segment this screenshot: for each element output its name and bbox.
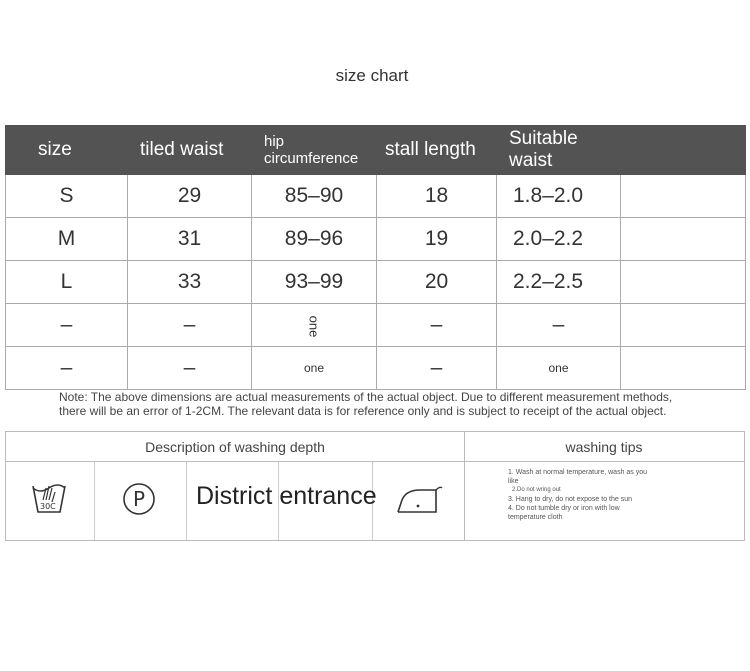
cell-suitable-waist: – [497, 304, 621, 347]
header-empty [621, 126, 746, 175]
cell-hip: 89–96 [252, 218, 377, 261]
hand-wash-30-icon [30, 478, 68, 518]
cell-extra [621, 347, 746, 390]
tip-item: 1. Wash at normal temperature, wash as you like [508, 469, 648, 485]
washing-description-header: Description of washing depth [6, 432, 464, 462]
tip-item: 3. Hang to dry, do not expose to the sun [508, 496, 633, 503]
district-entrance-text: District entrance [196, 482, 377, 510]
table-row [6, 347, 746, 390]
cell-suitable-waist: 2.2–2.5 [497, 261, 621, 304]
iron-icon [396, 482, 444, 516]
cell-tiled-waist: 33 [128, 261, 252, 304]
cell-suitable-waist: 2.0–2.2 [497, 218, 621, 261]
cell-tiled-waist: 29 [128, 175, 252, 218]
header-hip-circumference [252, 126, 377, 175]
cell-extra [621, 304, 746, 347]
dry-clean-letter: P [133, 487, 146, 511]
cell-size: – [6, 304, 128, 347]
tip-item: 4. Do not tumble dry or iron with low temperature cloth [508, 505, 620, 521]
measurement-note: Note: The above dimensions are actual measurements of the actual object. Due to different measurement methods, there will be an error of 1-2CM. The relevant data is for reference only and is subject to receipt of the actual object. [59, 390, 673, 418]
cell-tiled-waist: – [128, 347, 252, 390]
table-row [6, 218, 746, 261]
washing-tips-list [508, 468, 648, 522]
washing-tips-header: washing tips [464, 432, 744, 462]
cell-hip: 85–90 [252, 175, 377, 218]
size-table [5, 125, 746, 390]
header-stall-length: stall length [377, 126, 497, 175]
cell-size: M [6, 218, 128, 261]
cell-size: S [6, 175, 128, 218]
header-tiled-waist: tiled waist [128, 126, 252, 175]
cell-hip [252, 304, 377, 347]
cell-stall-length: 18 [377, 175, 497, 218]
divider [464, 432, 465, 540]
cell-stall-length: 19 [377, 218, 497, 261]
cell-suitable-waist: 1.8–2.0 [497, 175, 621, 218]
cell-hip: one [252, 347, 377, 390]
header-suitable-waist: Suitable waist [497, 126, 621, 175]
cell-hip: 93–99 [252, 261, 377, 304]
cell-hip-text: one [306, 315, 322, 338]
header-size: size [6, 126, 128, 175]
cell-stall-length: 20 [377, 261, 497, 304]
cell-stall-length: – [377, 304, 497, 347]
table-row [6, 304, 746, 347]
tip-item: 2.Do not wring out [512, 487, 561, 493]
cell-tiled-waist: – [128, 304, 252, 347]
header-hip-text: hip circumference [264, 133, 359, 167]
wash-temp-label: 30C [40, 502, 56, 511]
cell-stall-length: – [377, 347, 497, 390]
cell-tiled-waist: 31 [128, 218, 252, 261]
cell-extra [621, 218, 746, 261]
dry-clean-p-icon [122, 482, 156, 516]
cell-size: L [6, 261, 128, 304]
cell-extra [621, 175, 746, 218]
table-row [6, 175, 746, 218]
cell-extra [621, 261, 746, 304]
cell-suitable-waist: one [497, 347, 621, 390]
chart-title: size chart [335, 66, 409, 85]
divider [186, 462, 187, 540]
cell-size: – [6, 347, 128, 390]
table-row [6, 261, 746, 304]
table-header-row [6, 126, 746, 175]
divider [94, 462, 95, 540]
washing-section [5, 431, 745, 541]
